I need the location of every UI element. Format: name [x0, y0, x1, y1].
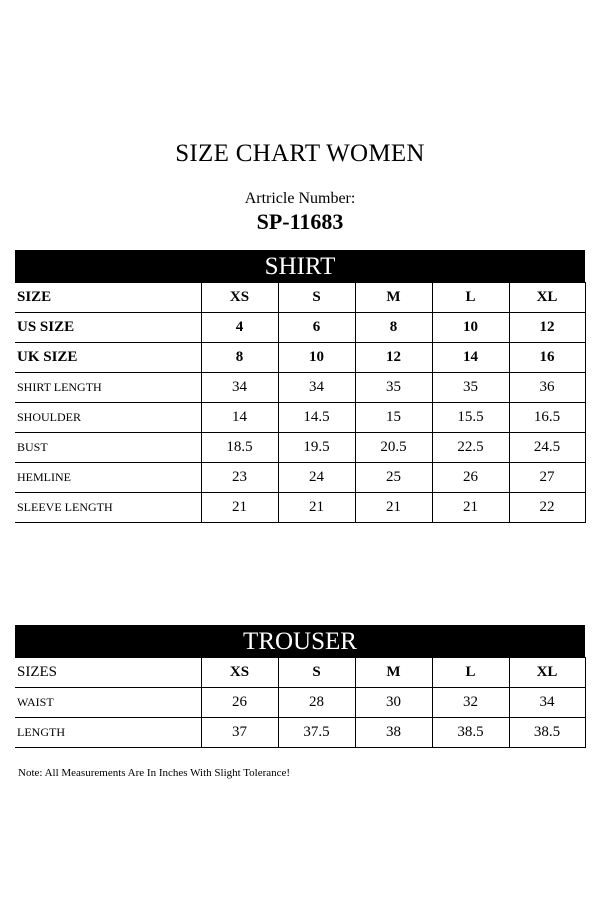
hemline-row — [15, 463, 585, 493]
measurement-value: 22 — [509, 493, 585, 523]
measurement-value: 25 — [355, 463, 432, 493]
size-s: S — [278, 658, 355, 688]
uk-size-row — [15, 343, 585, 373]
measurement-value: 21 — [201, 493, 278, 523]
measurement-value: 35 — [432, 373, 509, 403]
measurement-label: HEMLINE — [15, 463, 201, 493]
measurement-label: BUST — [15, 433, 201, 463]
measurement-value: 21 — [432, 493, 509, 523]
waist-row — [15, 688, 585, 718]
measurement-value: 15.5 — [432, 403, 509, 433]
shirt-header: SHIRT — [15, 250, 585, 282]
us-size-value: 8 — [355, 313, 432, 343]
measurement-label: LENGTH — [15, 718, 201, 748]
measurement-label: SHIRT LENGTH — [15, 373, 201, 403]
us-size-value: 12 — [509, 313, 585, 343]
measurement-label: SHOULDER — [15, 403, 201, 433]
trouser-size-section — [15, 625, 585, 748]
us-size-value: 6 — [278, 313, 355, 343]
measurement-value: 15 — [355, 403, 432, 433]
measurement-value: 38.5 — [432, 718, 509, 748]
article-number-label: Artricle Number: — [244, 190, 356, 207]
measurement-value: 37 — [201, 718, 278, 748]
us-size-label: US SIZE — [15, 313, 201, 343]
measurement-label: SLEEVE LENGTH — [15, 493, 201, 523]
us-size-value: 4 — [201, 313, 278, 343]
uk-size-value: 16 — [509, 343, 585, 373]
size-l: L — [432, 658, 509, 688]
trouser-size-row — [15, 658, 585, 688]
measurement-value: 38.5 — [509, 718, 585, 748]
uk-size-label: UK SIZE — [15, 343, 201, 373]
measurement-value: 18.5 — [201, 433, 278, 463]
measurement-value: 34 — [509, 688, 585, 718]
us-size-value: 10 — [432, 313, 509, 343]
measurement-value: 32 — [432, 688, 509, 718]
measurement-value: 16.5 — [509, 403, 585, 433]
measurement-value: 26 — [201, 688, 278, 718]
size-m: M — [355, 658, 432, 688]
shirt-length-row — [15, 373, 585, 403]
measurement-value: 35 — [355, 373, 432, 403]
size-label: SIZE — [15, 283, 201, 313]
size-m: M — [355, 283, 432, 313]
measurement-value: 24.5 — [509, 433, 585, 463]
size-l: L — [432, 283, 509, 313]
size-xl: XL — [509, 658, 585, 688]
measurement-value: 23 — [201, 463, 278, 493]
sizes-label: SIZES — [15, 658, 201, 688]
article-number: SP-11683 — [256, 209, 344, 234]
sleeve-length-row — [15, 493, 585, 523]
measurement-label: WAIST — [15, 688, 201, 718]
us-size-row — [15, 313, 585, 343]
measurement-value: 27 — [509, 463, 585, 493]
measurement-value: 19.5 — [278, 433, 355, 463]
trouser-length-row — [15, 718, 585, 748]
measurement-value: 38 — [355, 718, 432, 748]
measurement-value: 34 — [201, 373, 278, 403]
measurement-value: 36 — [509, 373, 585, 403]
size-xs: XS — [201, 658, 278, 688]
measurement-value: 21 — [355, 493, 432, 523]
measurement-value: 30 — [355, 688, 432, 718]
measurement-value: 34 — [278, 373, 355, 403]
shoulder-row — [15, 403, 585, 433]
measurement-value: 26 — [432, 463, 509, 493]
uk-size-value: 8 — [201, 343, 278, 373]
uk-size-value: 14 — [432, 343, 509, 373]
measurement-value: 22.5 — [432, 433, 509, 463]
trouser-header: TROUSER — [15, 625, 585, 657]
measurement-value: 20.5 — [355, 433, 432, 463]
measurement-note: Note: All Measurements Are In Inches With Slight Tolerance! — [18, 767, 291, 779]
size-s: S — [278, 283, 355, 313]
measurement-value: 28 — [278, 688, 355, 718]
uk-size-value: 12 — [355, 343, 432, 373]
measurement-value: 14 — [201, 403, 278, 433]
bust-row — [15, 433, 585, 463]
shirt-size-table — [15, 282, 586, 523]
measurement-value: 21 — [278, 493, 355, 523]
page-title: SIZE CHART WOMEN — [175, 140, 425, 167]
measurement-value: 14.5 — [278, 403, 355, 433]
measurement-value: 37.5 — [278, 718, 355, 748]
shirt-size-row — [15, 283, 585, 313]
trouser-size-table — [15, 657, 586, 748]
measurement-value: 24 — [278, 463, 355, 493]
uk-size-value: 10 — [278, 343, 355, 373]
size-xl: XL — [509, 283, 585, 313]
size-xs: XS — [201, 283, 278, 313]
shirt-size-section — [15, 250, 585, 523]
